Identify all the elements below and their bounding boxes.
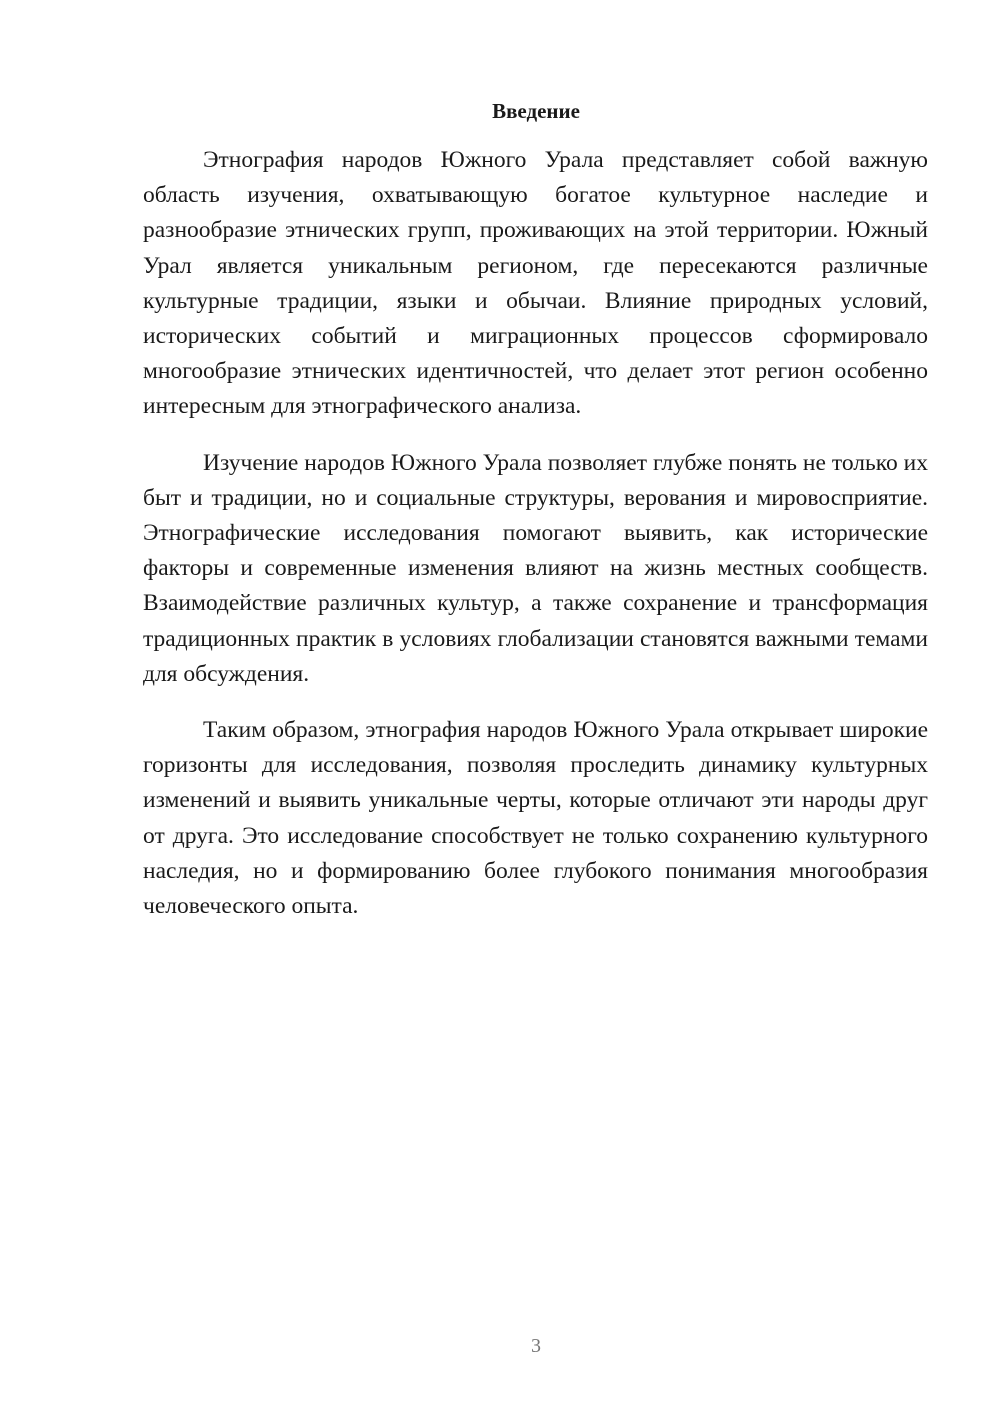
paragraph-1: Этнография народов Южного Урала представляет собой важную область изучения, охватывающую богатое культурное наследие и разнообразие этнических групп, проживающих на этой территории. Южный Урал является уникальным регионом, где пересекаются различные культурные традиции, языки и обычаи. Влияние природных условий, исторических событий и миграционных процессов сформировало многообразие этнических идентичностей, что делает этот регион особенно интересным для этнографического анализа. (143, 147, 928, 420)
paragraph-2: Изучение народов Южного Урала позволяет глубже понять не только их быт и традиции, но и социальные структуры, верования и мировосприятие. Этнографические исследования помогают выявить, как исторические факторы и современные изменения влияют на жизнь местных сообществ. Взаимодействие различных культур, а также сохранение и трансформация традиционных практик в условиях глобализации становятся важными темами для обсуждения. (143, 449, 928, 687)
page-number: 3 (531, 1335, 541, 1357)
paragraph-3: Таким образом, этнография народов Южного Урала открывает широкие горизонты для исследования, позволяя проследить динамику культурных изменений и выявить уникальные черты, которые отличают эти народы друг от друга. Это исследование способствует не только сохранению культурного наследия, но и формированию более глубокого понимания многообразия человеческого опыта. (143, 717, 928, 920)
body-text (143, 143, 928, 945)
section-title: Введение (492, 99, 580, 123)
